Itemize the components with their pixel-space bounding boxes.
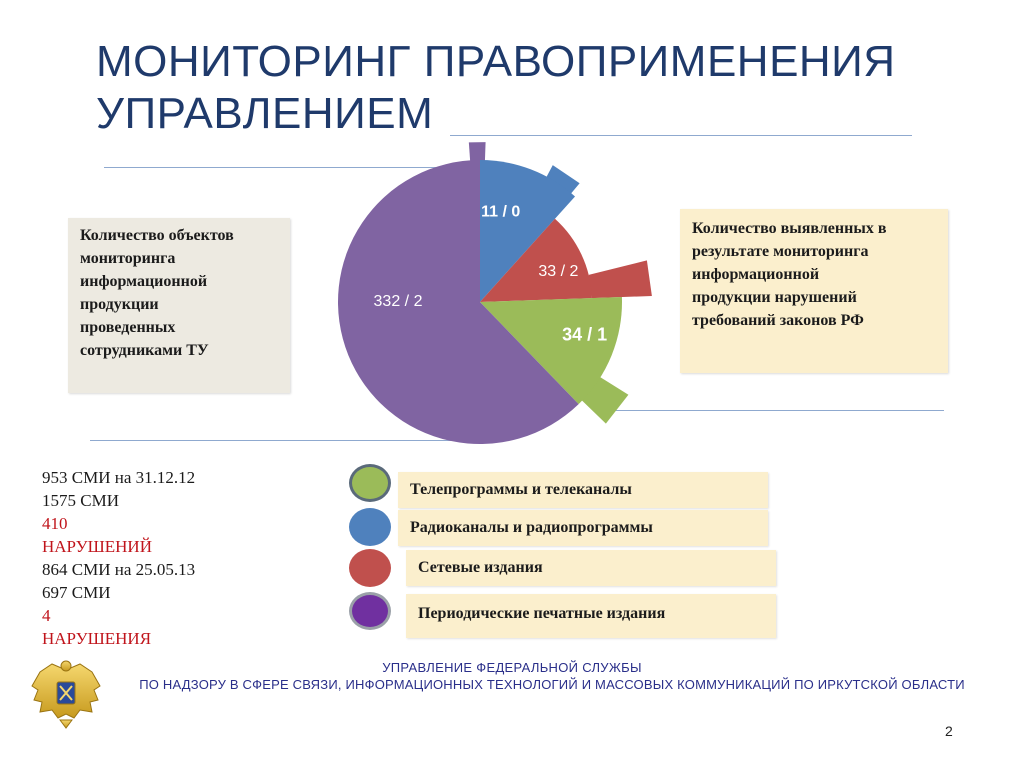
legend-dot-radio bbox=[349, 508, 391, 546]
violations-line-3: информационной bbox=[692, 266, 820, 283]
legend-label-radio: Радиоканалы и радиопрограммы bbox=[410, 519, 653, 536]
violations-line-1: Количество выявленных в bbox=[692, 220, 887, 237]
legend-item-online bbox=[406, 550, 776, 586]
legend-label-print: Периодические печатные издания bbox=[418, 605, 666, 622]
pie-label-1: 33 / 2 bbox=[538, 263, 579, 281]
page-number: 2 bbox=[945, 723, 953, 739]
pie-tab-1 bbox=[589, 260, 652, 298]
objects-line-6: сотрудниками ТУ bbox=[80, 342, 209, 359]
violations-count-box bbox=[680, 209, 948, 373]
legend-label-tv: Телепрограммы и телеканалы bbox=[410, 481, 632, 498]
legend-item-tv bbox=[398, 472, 768, 508]
objects-line-3: информационной bbox=[80, 273, 208, 290]
footer-agency-line-2: ПО НАДЗОРУ В СФЕРЕ СВЯЗИ, ИНФОРМАЦИОННЫХ ТЕХНОЛОГИЙ И МАССОВЫХ КОММУНИКАЦИЙ ПО ИРКУТСКОЙ ОБЛАСТИ bbox=[139, 677, 965, 692]
stats-line-1: 953 СМИ на 31.12.12 bbox=[42, 468, 196, 487]
stats-violations-label-1: НАРУШЕНИЙ bbox=[42, 537, 152, 556]
objects-line-2: мониторинга bbox=[80, 250, 176, 267]
title-line-2: УПРАВЛЕНИЕМ bbox=[96, 89, 434, 138]
legend-dot-print bbox=[349, 592, 391, 630]
title-line-1: МОНИТОРИНГ ПРАВОПРИМЕНЕНИЯ bbox=[96, 37, 896, 86]
pie-label-0: 11 / 0 bbox=[481, 203, 521, 221]
stats-line-5: 864 СМИ на 25.05.13 bbox=[42, 560, 196, 579]
objects-count-box bbox=[68, 218, 290, 393]
stats-line-2: 1575 СМИ bbox=[42, 491, 119, 510]
pie-label-2: 34 / 1 bbox=[562, 324, 608, 345]
stats-line-6: 697 СМИ bbox=[42, 583, 111, 602]
legend-dot-tv bbox=[349, 464, 391, 502]
objects-line-5: проведенных bbox=[80, 319, 176, 336]
footer-agency-line-1: УПРАВЛЕНИЕ ФЕДЕРАЛЬНОЙ СЛУЖБЫ bbox=[382, 660, 642, 675]
stats-violations-label-2: НАРУШЕНИЯ bbox=[42, 629, 152, 648]
violations-line-2: результате мониторинга bbox=[692, 243, 869, 260]
legend-item-radio bbox=[398, 510, 768, 546]
objects-line-1: Количество объектов bbox=[80, 227, 234, 244]
stats-violations-count-1: 410 bbox=[42, 514, 68, 533]
pie-label-3: 332 / 2 bbox=[373, 293, 423, 311]
stats-violations-count-2: 4 bbox=[42, 606, 51, 625]
legend-dot-online bbox=[349, 549, 391, 587]
emblem-icon bbox=[28, 656, 104, 732]
legend-label-online: Сетевые издания bbox=[418, 559, 543, 576]
legend-item-print bbox=[406, 594, 776, 638]
objects-line-4: продукции bbox=[80, 296, 159, 313]
stats-block bbox=[42, 466, 302, 650]
violations-line-5: требований законов РФ bbox=[692, 312, 864, 329]
violations-line-4: продукции нарушений bbox=[692, 289, 857, 306]
